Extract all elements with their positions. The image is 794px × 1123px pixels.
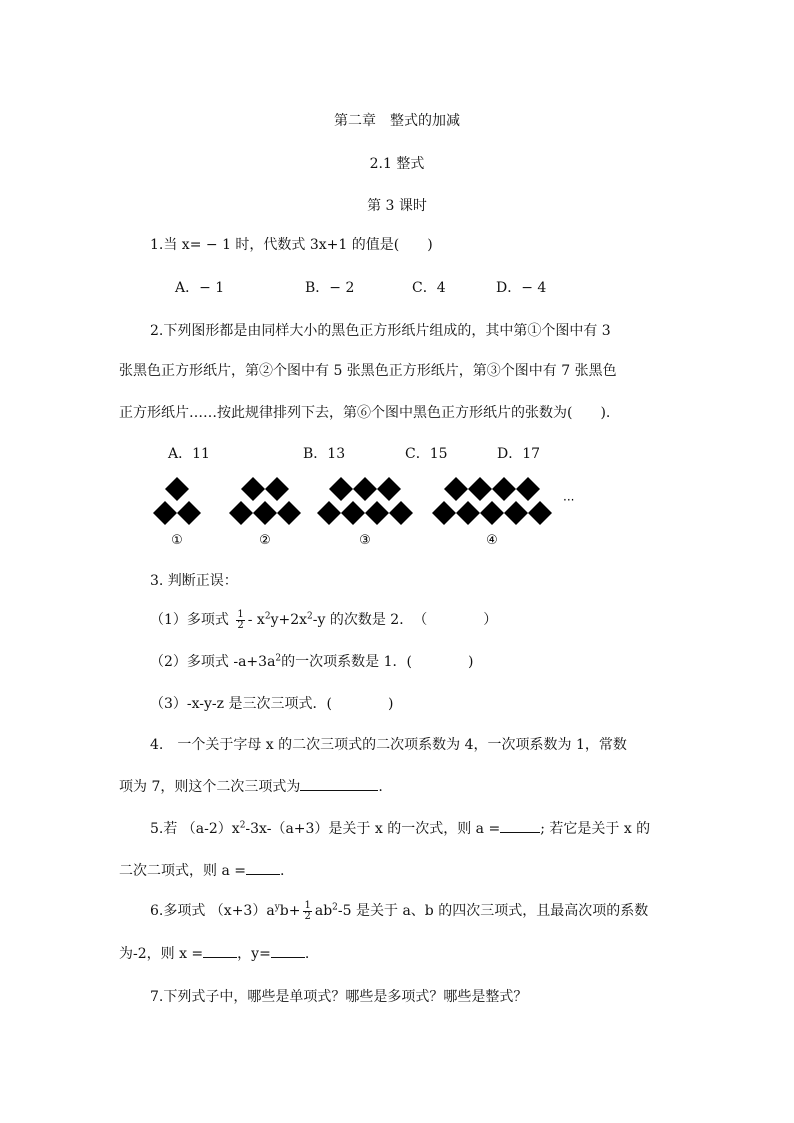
black-square-piece — [365, 501, 389, 525]
q5-line2-end: . — [279, 863, 285, 879]
square-pattern-figure — [145, 476, 577, 548]
question-6-line-1 — [150, 900, 648, 922]
q6-part-a: 6.多项式 （x+3）a — [150, 903, 275, 919]
pattern-ellipsis: ··· — [563, 493, 575, 507]
fraction-one-half — [236, 610, 244, 631]
lesson-title: 第 3 课时 — [367, 198, 427, 214]
question-5-line-2 — [119, 860, 284, 880]
black-square-piece — [444, 477, 468, 501]
q6-line2-b: ，y= — [237, 946, 271, 962]
black-square-piece — [377, 477, 401, 501]
black-square-piece — [277, 501, 301, 525]
q6-line2-a: 为-2，则 x = — [119, 946, 204, 962]
q5-part-b: -3x-（a+3）是关于 x 的一次式，则 a = — [245, 821, 501, 837]
q3-item1-expr-b: y+2x — [270, 612, 308, 628]
q5-line2-text: 二次二项式，则 a = — [119, 863, 246, 879]
q3-item1-exponent-b: 2 — [307, 611, 313, 622]
black-square-piece — [432, 501, 456, 525]
chapter-title: 第二章 整式的加减 — [334, 113, 460, 129]
question-2-line-1: 2.下列图形都是由同样大小的黑色正方形纸片组成的，其中第①个图中有 3 — [150, 323, 611, 339]
q2-option-c: C．15 — [405, 446, 448, 462]
q3-item1-exponent-a: 2 — [264, 611, 271, 622]
black-square-piece — [480, 501, 504, 525]
q3-item2-suffix: 的一次项系数是 1．( ) — [281, 654, 474, 670]
q1-option-b: B．− 2 — [305, 280, 355, 296]
q2-option-a: A．11 — [168, 446, 210, 462]
q6-fraction-numerator: 1 — [304, 899, 311, 911]
q5-part-c: ; 若它是关于 x 的 — [540, 821, 651, 837]
black-square-piece — [165, 477, 189, 501]
black-square-piece — [341, 501, 365, 525]
black-square-piece — [329, 477, 353, 501]
q6-answer-blank-x[interactable] — [203, 945, 237, 958]
question-5-line-1 — [150, 818, 650, 838]
q2-option-b: B．13 — [303, 446, 346, 462]
q6-fraction-one-half — [303, 901, 311, 922]
q1-option-a: A．− 1 — [175, 280, 225, 296]
black-square-piece — [317, 501, 341, 525]
q6-exponent-2: 2 — [332, 902, 338, 913]
question-4-line-1: 4. 一个关于字母 x 的二次三项式的二次项系数为 4，一次项系数为 1，常数 — [150, 737, 627, 753]
black-square-piece — [492, 477, 516, 501]
black-square-piece — [265, 477, 289, 501]
q3-item2-prefix: （2）多项式 -a+3a — [150, 654, 276, 670]
q6-exponent-y: y — [274, 902, 280, 913]
question-2-line-2: 张黑色正方形纸片，第②个图中有 5 张黑色正方形纸片，第③个图中有 7 张黑色 — [119, 363, 617, 379]
black-square-piece — [516, 477, 540, 501]
q3-item1-expr-a: - x — [247, 612, 265, 628]
figure-label-1: ① — [171, 533, 183, 548]
black-square-piece — [177, 501, 201, 525]
q6-fraction-denominator: 2 — [304, 910, 311, 922]
q1-option-d: D．− 4 — [496, 280, 547, 296]
q4-line2-text: 项为 7，则这个二次三项式为 — [119, 779, 301, 795]
black-square-piece — [241, 477, 265, 501]
black-square-piece — [153, 501, 177, 525]
q5-exponent: 2 — [239, 820, 246, 831]
q3-item1-suffix: -y 的次数是 2． （ ） — [312, 612, 498, 628]
black-square-piece — [389, 501, 413, 525]
fraction-denominator: 2 — [237, 619, 244, 631]
black-square-piece — [504, 501, 528, 525]
black-square-piece — [229, 501, 253, 525]
q3-item2-exponent: 2 — [275, 653, 282, 664]
black-square-piece — [253, 501, 277, 525]
question-3-title: 3. 判断正误： — [150, 573, 238, 589]
square-pattern-svg — [145, 476, 577, 548]
black-square-piece — [528, 501, 552, 525]
q5-answer-blank-1[interactable] — [500, 820, 540, 833]
q6-line2-end: . — [304, 946, 310, 962]
black-square-piece — [456, 501, 480, 525]
section-title: 2.1 整式 — [369, 156, 425, 172]
figure-label-2: ② — [259, 533, 271, 548]
q1-option-c: C．4 — [412, 280, 446, 296]
q5-part-a: 5.若 （a-2）x — [150, 821, 240, 837]
question-7-text: 7.下列式子中，哪些是单项式？哪些是多项式？哪些是整式？ — [150, 989, 528, 1005]
q6-part-b: b+ — [279, 903, 301, 919]
figure-label-3: ③ — [359, 533, 371, 548]
black-square-piece — [353, 477, 377, 501]
q4-answer-blank[interactable] — [300, 778, 378, 791]
figure-label-4: ④ — [486, 533, 498, 548]
fraction-numerator: 1 — [237, 608, 244, 620]
q6-part-d: -5 是关于 a、b 的四次三项式，且最高次项的系数 — [337, 903, 649, 919]
question-6-line-2 — [119, 943, 309, 963]
q5-answer-blank-2[interactable] — [246, 862, 280, 875]
q6-part-c: ab — [314, 903, 333, 919]
question-3-item-1 — [150, 609, 497, 631]
question-3-item-2 — [150, 651, 473, 671]
black-square-piece — [468, 477, 492, 501]
question-3-item-3: （3）-x-y-z 是三次三项式．( ) — [150, 696, 394, 712]
question-2-line-3: 正方形纸片……按此规律排列下去，第⑥个图中黑色正方形纸片的张数为( ). — [119, 405, 611, 421]
question-4-line-2 — [119, 776, 383, 796]
q6-answer-blank-y[interactable] — [271, 945, 305, 958]
q3-item1-prefix: （1）多项式 — [150, 612, 229, 628]
question-1-text: 1.当 x= − 1 时，代数式 3x+1 的值是( ) — [150, 237, 433, 253]
q4-line2-end: . — [378, 779, 383, 795]
q2-option-d: D．17 — [497, 446, 541, 462]
